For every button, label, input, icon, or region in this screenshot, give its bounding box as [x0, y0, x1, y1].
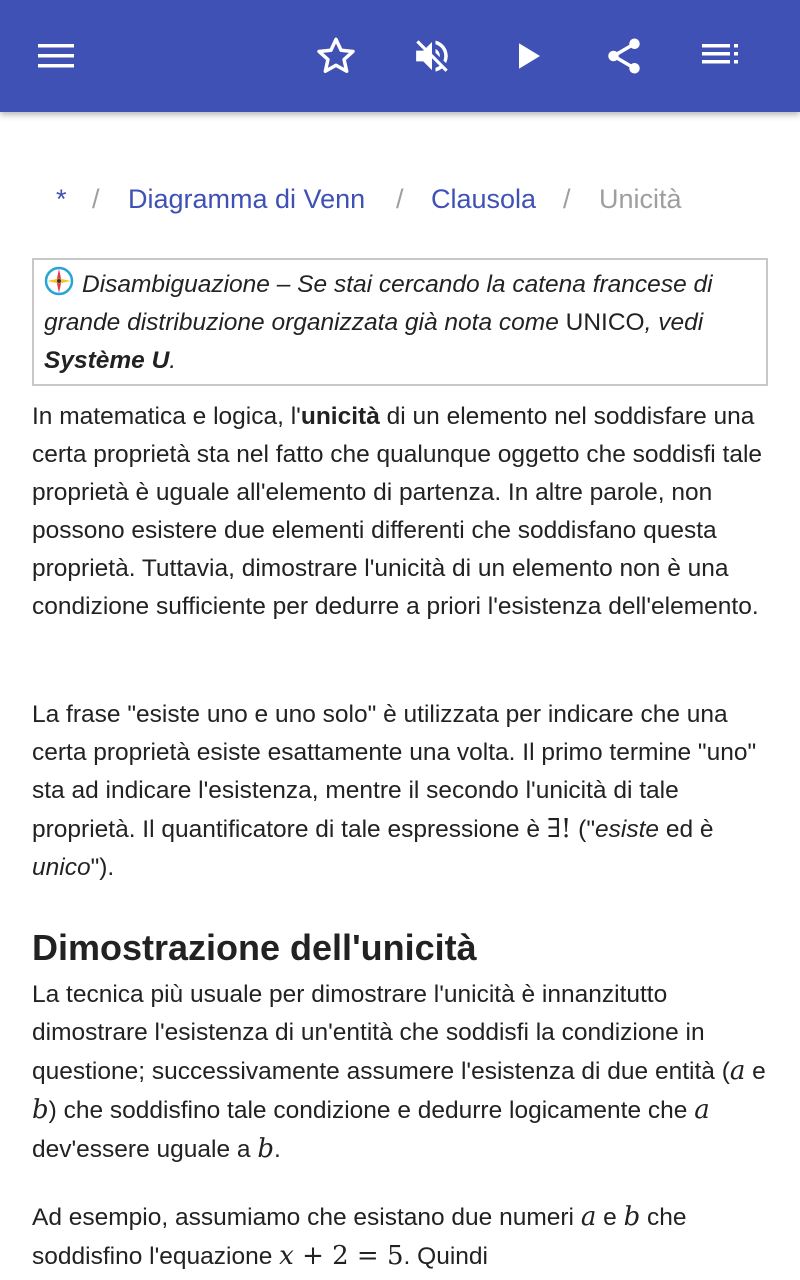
- breadcrumb-separator: /: [396, 184, 404, 214]
- p2-italic-unico: unico: [32, 854, 91, 881]
- p4-text-and: e: [596, 1204, 624, 1231]
- app-bar: [0, 0, 800, 112]
- math-var-b: b: [623, 1202, 641, 1232]
- compass-icon: [44, 266, 74, 296]
- paragraph-intro: [32, 398, 772, 626]
- disambiguation-unico: UNICO: [565, 309, 645, 336]
- p1-bold-term: unicità: [300, 403, 380, 430]
- paragraph-technique: [32, 976, 772, 1169]
- disambiguation-text-mid: , vedi: [644, 309, 704, 336]
- breadcrumb-current: Unicità: [599, 184, 682, 214]
- p3-text-end: .: [274, 1136, 281, 1163]
- breadcrumb-item-clausola[interactable]: Clausola: [431, 184, 537, 214]
- share-icon[interactable]: [594, 26, 654, 86]
- p1-text-after: di un elemento nel soddisfare una certa proprietà sta nel fatto che qualunque oggetto che soddisfi tale proprietà è uguale all'elemento di partenza. In altre parole, non possono esistere due elementi differenti che soddisfano questa proprietà. Tuttavia, dimostrare l'unicità di un elemento non è una condizione sufficiente per dedurre a priori l'esistenza dell'elemento.: [32, 403, 763, 620]
- p1-text: In matematica e logica, l': [32, 403, 301, 430]
- disambiguation-text-end: .: [169, 347, 177, 374]
- p4-text-end: . Quindi: [403, 1243, 488, 1270]
- math-var-b: b: [257, 1134, 274, 1164]
- quantifier-symbol: ∃!: [546, 814, 572, 844]
- p2-text: La frase "esiste uno e uno solo" è utilizzata per indicare che una certa proprietà esiste esattamente una volta. Il primo termine "uno" sta ad indicare l'esistenza, mentre il secondo l'unicità di tale proprietà. Il quantificatore di tale espressione è: [32, 701, 757, 843]
- breadcrumb-separator: /: [563, 184, 571, 214]
- section-heading: Dimostrazione dell'unicità: [32, 927, 477, 968]
- speaker-muted-icon[interactable]: [402, 26, 462, 86]
- list-icon[interactable]: [690, 26, 750, 86]
- p4-text-mid: che soddisfino l'equazione: [32, 1204, 687, 1270]
- p2-text-end: ").: [90, 854, 115, 881]
- play-icon[interactable]: [498, 26, 558, 86]
- disambiguation-text: – Se stai cercando la catena francese di grande distribuzione organizzata già nota come: [44, 271, 713, 336]
- breadcrumb: [56, 182, 756, 216]
- math-var-a: a: [694, 1095, 710, 1125]
- paragraph-example: [32, 1198, 772, 1276]
- p3-text: La tecnica più usuale per dimostrare l'unicità è innanzitutto dimostrare l'esistenza di un'entità che soddisfi la condizione in questione; successivamente assumere l'esistenza di due entità (: [32, 981, 730, 1085]
- p3-text-and: e: [745, 1058, 766, 1085]
- math-var-a: a: [729, 1056, 746, 1086]
- p3-text-mid: ) che soddisfino tale condizione e dedurre logicamente che: [48, 1097, 695, 1124]
- p4-text: Ad esempio, assumiamo che esistano due numeri: [32, 1204, 581, 1231]
- hamburger-menu-icon[interactable]: [26, 26, 86, 86]
- p2-italic-esiste: esiste: [595, 816, 660, 843]
- star-icon[interactable]: [306, 26, 366, 86]
- disambiguation-label: Disambiguazione: [82, 271, 270, 298]
- p2-text-mid2: ed è: [659, 816, 714, 843]
- p2-text-mid1: (": [571, 816, 596, 843]
- breadcrumb-home-link[interactable]: *: [56, 184, 67, 214]
- math-equation: + 2 = 5: [293, 1241, 404, 1271]
- math-var-x: x: [279, 1241, 294, 1271]
- breadcrumb-separator: /: [92, 184, 100, 214]
- p3-text-equal: dev'essere uguale a: [32, 1136, 258, 1163]
- paragraph-phrase: [32, 696, 772, 887]
- systeme-u-link[interactable]: Système U: [44, 347, 170, 374]
- disambiguation-box: [32, 258, 768, 386]
- math-var-b: b: [32, 1095, 49, 1125]
- breadcrumb-item-diagramma[interactable]: Diagramma di Venn: [128, 184, 366, 214]
- math-var-a: a: [580, 1202, 597, 1232]
